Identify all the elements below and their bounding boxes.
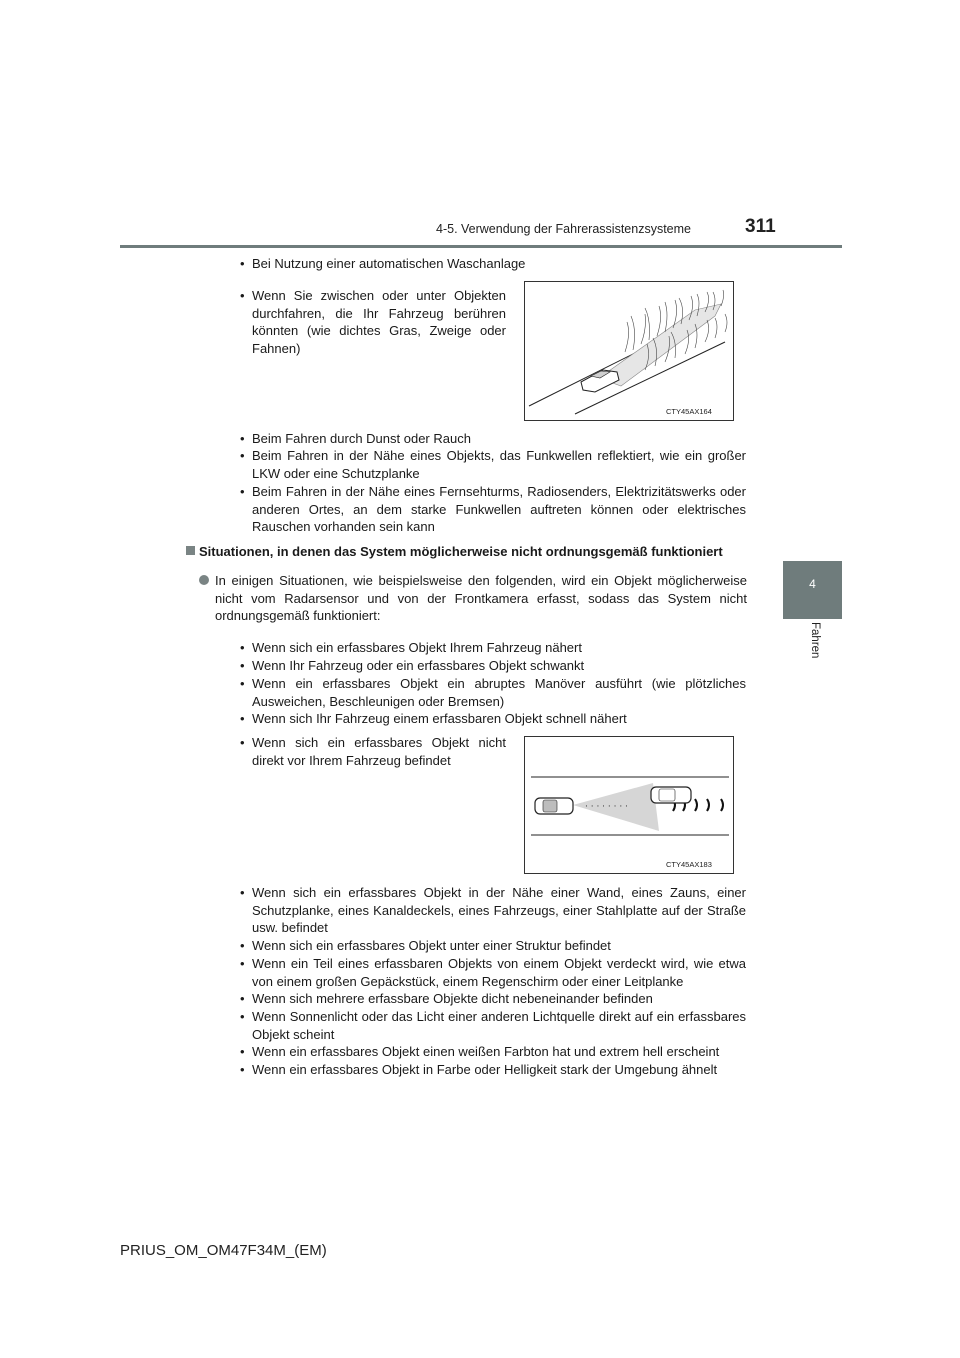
list-item: • Wenn sich ein erfassbares Objekt unter einer Struktur befindet (240, 938, 611, 953)
bullet: • (240, 640, 245, 655)
figure-caption: CTY45AX164 (666, 407, 712, 416)
list-item: • Wenn Sie zwischen oder unter Objekten durchfahren, die Ihr Fahrzeug berühren könnten (wie dichtes Gras, Zweige oder Fahnen) (240, 288, 506, 356)
list-item: • Wenn Sonnenlicht oder das Licht einer anderen Lichtquelle direkt auf ein erfassbares Objekt scheint (240, 1009, 746, 1042)
list-item: • Wenn ein erfassbares Objekt ein abruptes Manöver ausführt (wie plötzliches Ausweichen, Beschleunigen oder Bremsen) (240, 676, 746, 709)
footer-doc-id: PRIUS_OM_OM47F34M_(EM) (120, 1242, 327, 1259)
list-item: • Bei Nutzung einer automatischen Waschanlage (240, 256, 526, 271)
bullet: • (240, 256, 245, 271)
bullet: • (240, 1009, 245, 1024)
list-item: • Wenn sich ein erfassbares Objekt nicht direkt vor Ihrem Fahrzeug befindet (240, 735, 506, 768)
other-car-icon (651, 787, 691, 803)
list-item: • Wenn sich Ihr Fahrzeug einem erfassbaren Objekt schnell nähert (240, 711, 627, 726)
bullet: • (240, 956, 245, 971)
list-item: • Beim Fahren in der Nähe eines Objekts, das Funkwellen reflektiert, wie ein großer LKW oder eine Schutzplanke (240, 448, 746, 481)
bullet: • (240, 938, 245, 953)
chapter-number: 4 (809, 577, 816, 591)
list-item: • Wenn sich mehrere erfassbare Objekte dicht nebeneinander befinden (240, 991, 653, 1006)
page-number: 311 (745, 216, 776, 237)
bullet: • (240, 288, 245, 303)
list-item: • Wenn Ihr Fahrzeug oder ein erfassbares Objekt schwankt (240, 658, 585, 673)
list-item: • Beim Fahren durch Dunst oder Rauch (240, 431, 471, 446)
header-section-title: 4-5. Verwendung der Fahrerassistenzsysteme (436, 222, 691, 236)
list-item: • Wenn ein erfassbares Objekt in Farbe oder Helligkeit stark der Umgebung ähnelt (240, 1062, 718, 1077)
figure-caption: CTY45AX183 (666, 860, 712, 869)
subhead-paragraph: In einigen Situationen, wie beispielsweise den folgenden, wird ein Objekt möglicherweise nicht vom Radarsensor und von der Frontkamera erfasst, sodass das System nicht ordnungsgemäß funktioniert: (215, 572, 747, 625)
bullet: • (240, 1062, 245, 1077)
list-item: • Beim Fahren in der Nähe eines Fernsehturms, Radiosenders, Elektrizitätswerks oder anderen Ortes, an dem starke Funkwellen auftreten können oder elektrisches Rauschen vorhanden sein kann (240, 484, 746, 535)
chapter-label-wrapper (805, 622, 821, 682)
list-item: • Wenn ein erfassbares Objekt einen weißen Farbton hat und extrem hell erscheint (240, 1044, 720, 1059)
illustration-grass-radar (524, 281, 734, 421)
car-icon (581, 370, 619, 392)
bullet: • (240, 885, 245, 900)
section-heading: Situationen, in denen das System möglicherweise nicht ordnungsgemäß funktioniert (199, 543, 747, 561)
bullet: • (240, 676, 245, 691)
list-item: • Wenn sich ein erfassbares Objekt Ihrem Fahrzeug nähert (240, 640, 582, 655)
header-rule (120, 245, 842, 248)
list-item: • Wenn sich ein erfassbares Objekt in der Nähe einer Wand, eines Zauns, einer Schutzplanke, eines Kanaldeckels, eines Fahrzeugs, einer Stahlplatte auf der Straße usw. befindet (240, 885, 746, 936)
circle-bullet-icon (199, 575, 209, 585)
illustration-offset-object (524, 736, 734, 874)
offset-object-drawing (525, 737, 733, 873)
grass-radar-drawing (525, 282, 733, 420)
svg-text:· · · · · · · ·: · · · · · · · · (585, 802, 628, 812)
bullet: • (240, 448, 245, 463)
square-bullet-icon (186, 546, 195, 555)
bullet: • (240, 1044, 245, 1059)
own-car-icon (535, 798, 573, 814)
bullet: • (240, 431, 245, 446)
list-item: • Wenn ein Teil eines erfassbaren Objekts von einem Objekt verdeckt wird, wie etwa von einem großen Gepäckstück, einem Regenschirm oder einer Leitplanke (240, 956, 746, 989)
bullet: • (240, 735, 245, 750)
bullet: • (240, 711, 245, 726)
bullet: • (240, 991, 245, 1006)
chapter-label: Fahren (809, 622, 821, 659)
bullet: • (240, 658, 245, 673)
bullet: • (240, 484, 245, 499)
